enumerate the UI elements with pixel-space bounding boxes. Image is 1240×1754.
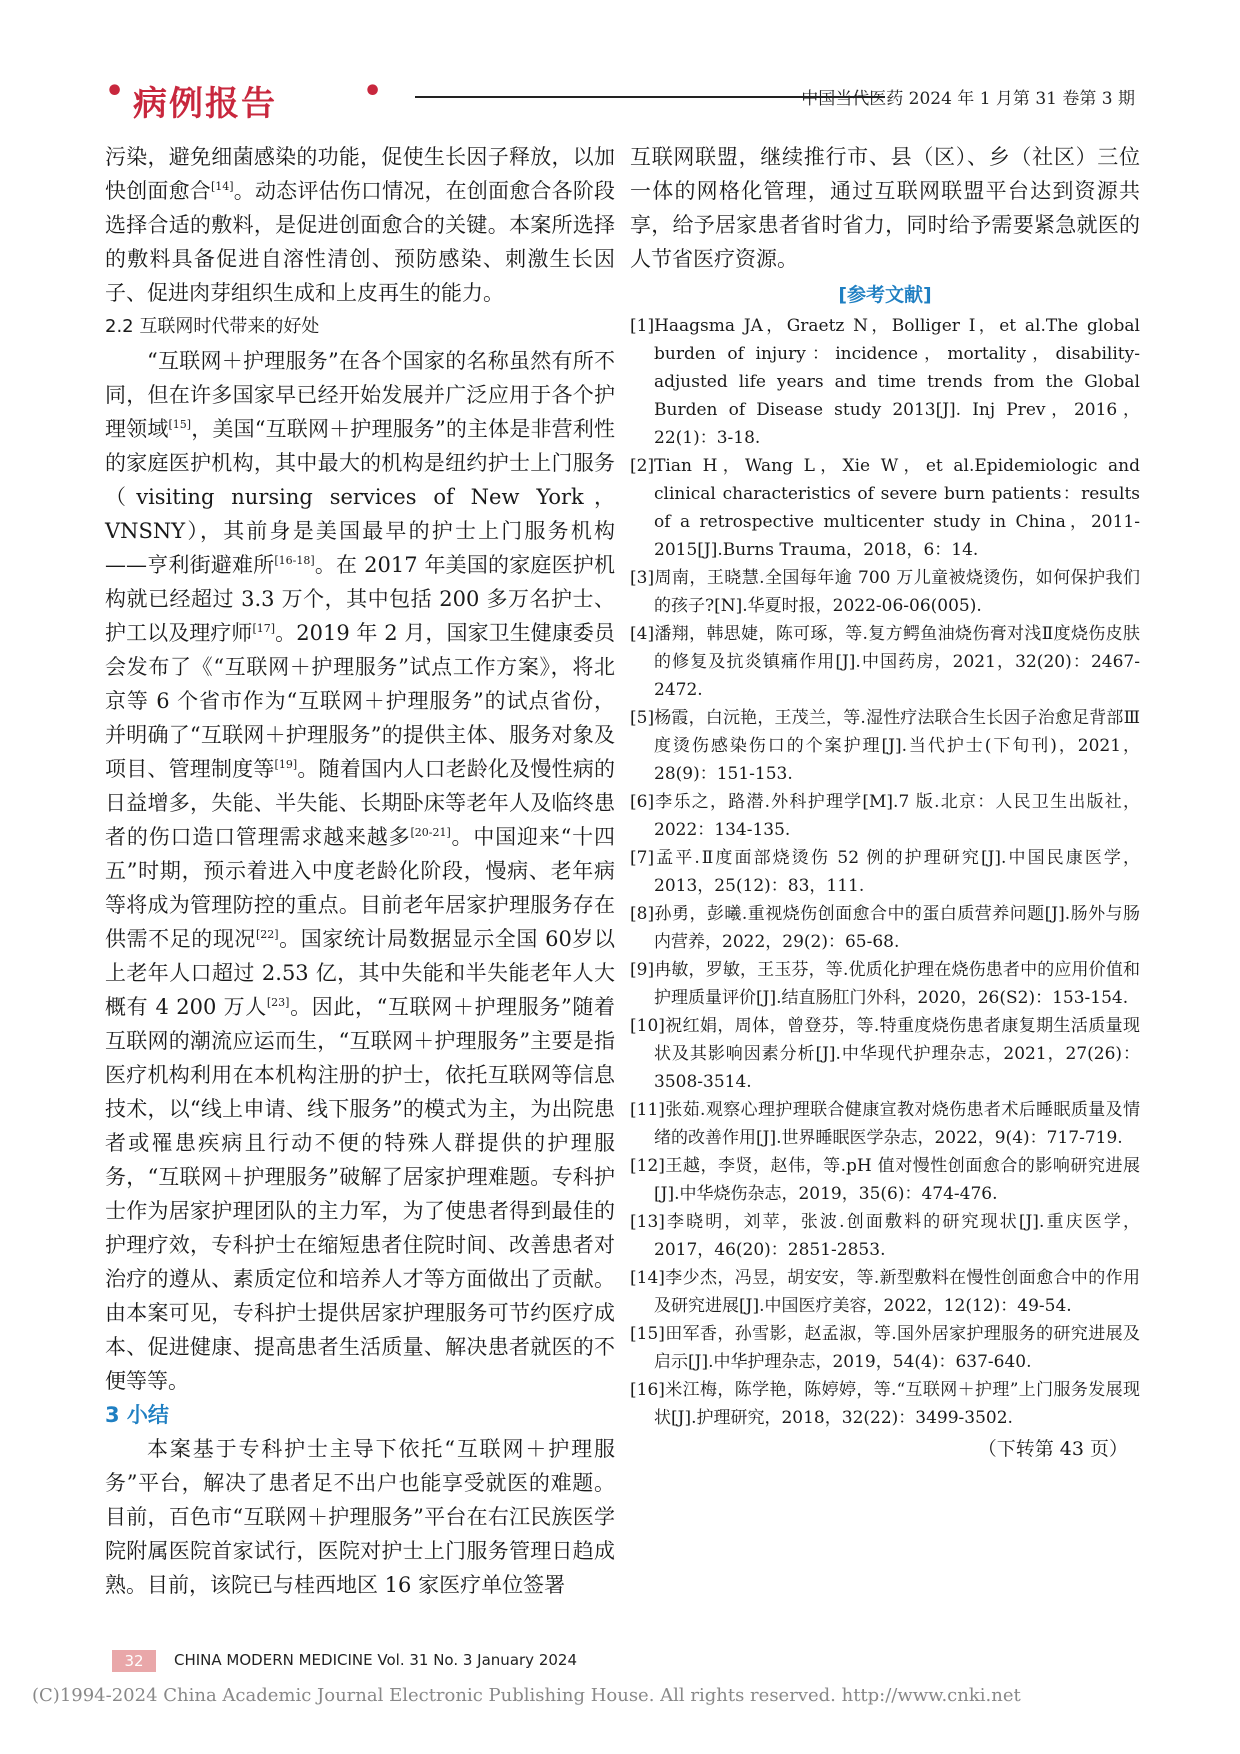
section-heading-summary: 3 小结 bbox=[105, 1403, 169, 1427]
page-number-badge: 32 bbox=[112, 1650, 156, 1672]
reference-list bbox=[630, 312, 1140, 1432]
page-header bbox=[105, 70, 1135, 124]
reference-item: [13]李晓明，刘苹，张波.创面敷料的研究现状[J].重庆医学，2017，46(20)：2851-2853. bbox=[630, 1212, 1140, 1260]
section-title: 病例报告 bbox=[133, 84, 277, 124]
reference-item: [4]潘翔，韩思婕，陈可琢，等.复方鳄鱼油烧伤膏对浅Ⅱ度烧伤皮肤的修复及抗炎镇痛作用[J].中国药房，2021，32(20)：2467-2472. bbox=[630, 624, 1140, 700]
reference-item: [14]李少杰，冯昱，胡安安，等.新型敷料在慢性创面愈合中的作用及研究进展[J].中国医疗美容，2022，12(12)：49-54. bbox=[630, 1268, 1140, 1316]
reference-item: [5]杨霞，白沅艳，王茂兰，等.湿性疗法联合生长因子治愈足背部Ⅲ度烫伤感染伤口的个案护理[J].当代护士(下旬刊)，2021，28(9)：151-153. bbox=[630, 708, 1140, 784]
citation: [14] bbox=[210, 180, 234, 193]
reference-item: [7]孟平.Ⅱ度面部烧烫伤 52 例的护理研究[J].中国民康医学，2013，25(12)：83，111. bbox=[630, 848, 1140, 896]
journal-issue: 中国当代医药 2024 年 1 月第 31 卷第 3 期 bbox=[801, 89, 1135, 109]
continued-note: （下转第 43 页） bbox=[977, 1438, 1128, 1460]
reference-item: [10]祝红娟，周体，曾登芬，等.特重度烧伤患者康复期生活质量现状及其影响因素分析[J].中华现代护理杂志，2021，27(26)：3508-3514. bbox=[630, 1016, 1140, 1092]
paragraph-summary: 本案基于专科护士主导下依托“互联网＋护理服务”平台，解决了患者足不出户也能享受就医的难题。目前，百色市“互联网＋护理服务”平台在右江民族医学院附属医院首家试行，医院对护士上门服务管理日趋成熟。目前，该院已与桂西地区 16 家医疗单位签署 bbox=[105, 1437, 615, 1597]
reference-item: [2]Tian H，Wang L，Xie W，et al.Epidemiologic and clinical characteristics of severe burn patients：results of a retrospective multicenter study in China，2011-2015[J].Burns Trauma，2018，6：14. bbox=[630, 456, 1140, 560]
copyright-notice: (C)1994-2024 China Academic Journal Electronic Publishing House. All rights reserved. http://www.cnki.net bbox=[32, 1685, 1021, 1706]
header-bullet-left: • bbox=[105, 74, 125, 109]
paragraph-dressing: 污染，避免细菌感染的功能，促使生长因子释放，以加快创面愈合[14]。动态评估伤口情况，在创面愈合各阶段选择合适的敷料，是促进创面愈合的关键。本案所选择的敷料具备促进自溶性清创、预防感染、刺激生长因子、促进肉芽组织生成和上皮再生的能力。 bbox=[105, 145, 616, 305]
footer-journal: CHINA MODERN MEDICINE Vol. 31 No. 3 January 2024 bbox=[174, 1651, 577, 1669]
paragraph-internet-nursing: “互联网＋护理服务”在各个国家的名称虽然有所不同，但在许多国家早已经开始发展并广泛应用于各个护理领域[15]，美国“互联网＋护理服务”的主体是非营利性的家庭医护机构，其中最大的机构是纽约护士上门服务（visiting nursing services of New York，VNSNY），其前身是美国最早的护士上门服务机构——亨利街避难所[16-18]。在 2017 年美国的家庭医护机构就已经超过 3.3 万个，其中包括 200 多万名护士、护工以及理疗师[17]。2019 年 2 月，国家卫生健康委员会发布了《“互联网＋护理服务”试点工作方案》，将北京等 6 个省市作为“互联网＋护理服务”的试点省份，并明确了“互联网＋护理服务”的提供主体、服务对象及项目、管理制度等[19]。随着国内人口老龄化及慢性病的日益增多，失能、半失能、长期卧床等老年人及临终患者的伤口造口管理需求越来越多[20-21]。中国迎来“十四五”时期，预示着进入中度老龄化阶段，慢病、老年病等将成为管理防控的重点。目前老年居家护理服务存在供需不足的现况[22]。国家统计局数据显示全国 60岁以上老年人口超过 2.53 亿，其中失能和半失能老年人大概有 4 200 万人[23]。因此，“互联网＋护理服务”随着互联网的潮流应运而生，“互联网＋护理服务”主要是指医疗机构利用在本机构注册的护士，依托互联网等信息技术，以“线上申请、线下服务”的模式为主，为出院患者或罹患疾病且行动不便的特殊人群提供的护理服务，“互联网＋护理服务”破解了居家护理难题。专科护士作为居家护理团队的主力军，为了使患者得到最佳的护理疗效，专科护士在缩短患者住院时间、改善患者对治疗的遵从、素质定位和培养人才等方面做出了贡献。由本案可见，专科护士提供居家护理服务可节约医疗成本、促进健康、提高患者生活质量、解决患者就医的不便等等。 bbox=[105, 349, 616, 1393]
reference-item: [1]Haagsma JA，Graetz N，Bolliger I，et al.The global burden of injury：incidence，mortality，disability-adjusted life years and time trends from the Global Burden of Disease study 2013[J]. Inj Prev，2016，22(1)：3-18. bbox=[630, 316, 1140, 448]
reference-item: [3]周南，王晓慧.全国每年逾 700 万儿童被烧烫伤，如何保护我们的孩子?[N].华夏时报，2022-06-06(005). bbox=[630, 568, 1140, 616]
references-heading: [参考文献] bbox=[838, 284, 932, 306]
header-bullet-right: • bbox=[363, 74, 383, 109]
reference-item: [16]米江梅，陈学艳，陈婷婷，等.“互联网＋护理”上门服务发展现状[J].护理研究，2018，32(22)：3499-3502. bbox=[630, 1380, 1140, 1428]
subsection-heading-2-2: 2.2 互联网时代带来的好处 bbox=[105, 316, 320, 337]
reference-item: [15]田军香，孙雪影，赵孟淑，等.国外居家护理服务的研究进展及启示[J].中华护理杂志，2019，54(4)：637-640. bbox=[630, 1324, 1140, 1372]
right-column bbox=[630, 140, 1140, 1464]
left-column bbox=[105, 140, 615, 1602]
reference-item: [6]李乐之，路潜.外科护理学[M].7 版.北京：人民卫生出版社，2022：134-135. bbox=[630, 792, 1140, 840]
reference-item: [12]王越，李贤，赵伟，等.pH 值对慢性创面愈合的影响研究进展[J].中华烧伤杂志，2019，35(6)：474-476. bbox=[630, 1156, 1140, 1204]
reference-item: [8]孙勇，彭曦.重视烧伤创面愈合中的蛋白质营养问题[J].肠外与肠内营养，2022，29(2)：65-68. bbox=[630, 904, 1140, 952]
reference-item: [11]张茹.观察心理护理联合健康宣教对烧伤患者术后睡眠质量及情绪的改善作用[J].世界睡眠医学杂志，2022，9(4)：717-719. bbox=[630, 1100, 1140, 1148]
reference-item: [9]冉敏，罗敏，王玉芬，等.优质化护理在烧伤患者中的应用价值和护理质量评价[J].结直肠肛门外科，2020，26(S2)：153-154. bbox=[630, 960, 1140, 1008]
paragraph-continuation: 互联网联盟，继续推行市、县（区）、乡（社区）三位一体的网格化管理，通过互联网联盟平台达到资源共享，给予居家患者省时省力，同时给予需要紧急就医的人节省医疗资源。 bbox=[630, 145, 1140, 271]
